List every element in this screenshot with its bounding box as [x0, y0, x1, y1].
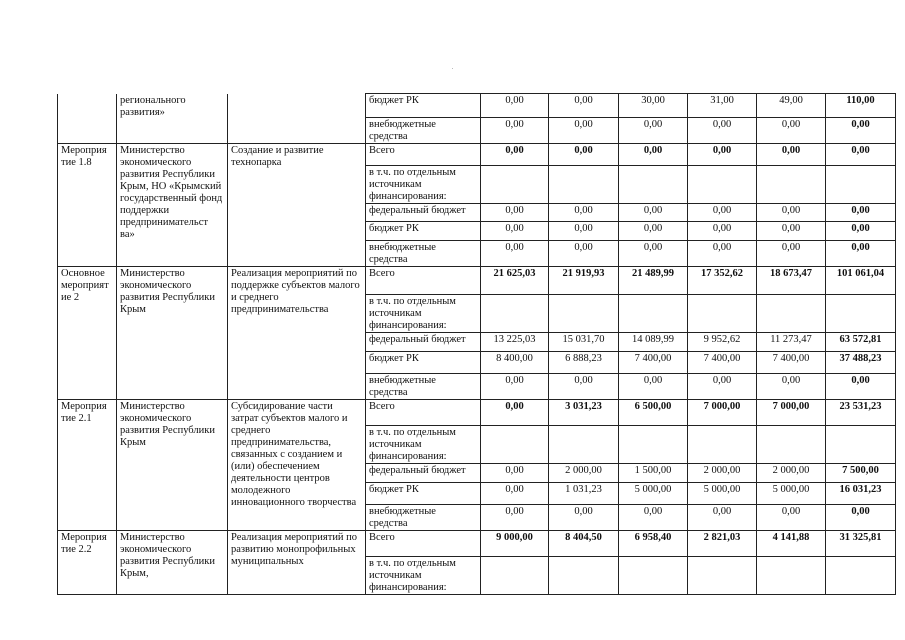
year-value-cell: 2 000,00 [688, 464, 757, 483]
year-value-cell: 1 500,00 [619, 464, 688, 483]
year-value-cell: 0,00 [757, 241, 826, 267]
year-value-cell: 21 625,03 [481, 267, 549, 295]
year-value-cell [549, 426, 619, 464]
total-value-cell: 0,00 [826, 222, 896, 241]
funding-source-cell: внебюджетные средства [366, 241, 481, 267]
year-value-cell: 0,00 [688, 374, 757, 400]
year-value-cell [619, 295, 688, 333]
year-value-cell: 0,00 [481, 204, 549, 222]
year-value-cell: 6 958,40 [619, 531, 688, 557]
year-value-cell: 2 000,00 [549, 464, 619, 483]
table-row [58, 144, 896, 166]
year-value-cell: 7 400,00 [688, 352, 757, 374]
year-value-cell: 0,00 [549, 374, 619, 400]
total-value-cell: 0,00 [826, 374, 896, 400]
funding-source-cell: в т.ч. по отдельным источникам финансирования: [366, 295, 481, 333]
total-value-cell: 23 531,23 [826, 400, 896, 426]
funding-source-cell: федеральный бюджет [366, 333, 481, 352]
year-value-cell: 21 489,99 [619, 267, 688, 295]
total-value-cell: 7 500,00 [826, 464, 896, 483]
funding-source-cell: внебюджетные средства [366, 118, 481, 144]
funding-source-cell: в т.ч. по отдельным источникам финансирования: [366, 426, 481, 464]
total-value-cell [826, 557, 896, 595]
executor-cell: регионального развития» [117, 94, 228, 144]
year-value-cell: 0,00 [757, 144, 826, 166]
year-value-cell [688, 426, 757, 464]
measure-name-cell: Реализация мероприятий по поддержке субъектов малого и среднего предпринимательства [228, 267, 366, 400]
year-value-cell: 15 031,70 [549, 333, 619, 352]
year-value-cell [688, 557, 757, 595]
total-value-cell: 110,00 [826, 94, 896, 118]
year-value-cell [481, 426, 549, 464]
year-value-cell: 9 000,00 [481, 531, 549, 557]
year-value-cell: 0,00 [688, 204, 757, 222]
year-value-cell: 0,00 [481, 118, 549, 144]
total-value-cell: 31 325,81 [826, 531, 896, 557]
year-value-cell [757, 557, 826, 595]
total-value-cell: 0,00 [826, 241, 896, 267]
total-value-cell: 63 572,81 [826, 333, 896, 352]
total-value-cell: 16 031,23 [826, 483, 896, 505]
measure-name-cell: Реализация мероприятий по развитию монопрофильных муниципальных [228, 531, 366, 595]
year-value-cell: 0,00 [619, 204, 688, 222]
funding-source-cell: бюджет РК [366, 222, 481, 241]
scan-speck [452, 68, 453, 69]
year-value-cell: 8 400,00 [481, 352, 549, 374]
year-value-cell: 5 000,00 [757, 483, 826, 505]
year-value-cell: 0,00 [688, 241, 757, 267]
year-value-cell: 7 400,00 [619, 352, 688, 374]
activity-cell: Мероприя тие 2.2 [58, 531, 117, 595]
funding-source-cell: Всего [366, 267, 481, 295]
funding-source-cell: в т.ч. по отдельным источникам финансирования: [366, 166, 481, 204]
total-value-cell: 37 488,23 [826, 352, 896, 374]
year-value-cell: 0,00 [549, 222, 619, 241]
year-value-cell [549, 295, 619, 333]
year-value-cell: 0,00 [757, 374, 826, 400]
total-value-cell: 0,00 [826, 505, 896, 531]
year-value-cell: 0,00 [688, 144, 757, 166]
executor-cell: Министерство экономического развития Республики Крым [117, 400, 228, 531]
year-value-cell [619, 557, 688, 595]
funding-source-cell: Всего [366, 400, 481, 426]
total-value-cell: 0,00 [826, 144, 896, 166]
year-value-cell [549, 166, 619, 204]
year-value-cell [481, 295, 549, 333]
activity-cell [58, 94, 117, 144]
year-value-cell: 0,00 [549, 118, 619, 144]
table-body [58, 94, 896, 595]
year-value-cell: 0,00 [619, 118, 688, 144]
funding-source-cell: Всего [366, 144, 481, 166]
year-value-cell: 0,00 [757, 204, 826, 222]
year-value-cell [619, 426, 688, 464]
year-value-cell [688, 295, 757, 333]
year-value-cell: 0,00 [481, 144, 549, 166]
funding-source-cell: Всего [366, 531, 481, 557]
measure-name-cell: Создание и развитие технопарка [228, 144, 366, 267]
executor-cell: Министерство экономического развития Республики Крым, НО «Крымский государственный фонд поддержки предпринимательст ва» [117, 144, 228, 267]
year-value-cell: 0,00 [549, 241, 619, 267]
funding-source-cell: внебюджетные средства [366, 505, 481, 531]
year-value-cell: 0,00 [549, 144, 619, 166]
year-value-cell: 8 404,50 [549, 531, 619, 557]
year-value-cell: 5 000,00 [619, 483, 688, 505]
year-value-cell: 21 919,93 [549, 267, 619, 295]
funding-source-cell: федеральный бюджет [366, 204, 481, 222]
funding-source-cell: бюджет РК [366, 483, 481, 505]
table-row [58, 531, 896, 557]
year-value-cell: 7 000,00 [688, 400, 757, 426]
year-value-cell: 0,00 [481, 483, 549, 505]
year-value-cell: 9 952,62 [688, 333, 757, 352]
year-value-cell: 7 400,00 [757, 352, 826, 374]
year-value-cell: 0,00 [481, 94, 549, 118]
year-value-cell: 0,00 [481, 222, 549, 241]
total-value-cell: 0,00 [826, 118, 896, 144]
year-value-cell: 0,00 [619, 144, 688, 166]
year-value-cell [757, 166, 826, 204]
year-value-cell: 0,00 [757, 505, 826, 531]
funding-source-cell: бюджет РК [366, 352, 481, 374]
total-value-cell: 0,00 [826, 204, 896, 222]
year-value-cell: 18 673,47 [757, 267, 826, 295]
year-value-cell: 5 000,00 [688, 483, 757, 505]
table-row [58, 400, 896, 426]
year-value-cell: 0,00 [619, 241, 688, 267]
funding-source-cell: в т.ч. по отдельным источникам финансирования: [366, 557, 481, 595]
year-value-cell: 0,00 [549, 505, 619, 531]
year-value-cell: 13 225,03 [481, 333, 549, 352]
year-value-cell: 2 821,03 [688, 531, 757, 557]
year-value-cell: 7 000,00 [757, 400, 826, 426]
activity-cell: Мероприя тие 1.8 [58, 144, 117, 267]
year-value-cell [619, 166, 688, 204]
total-value-cell [826, 426, 896, 464]
year-value-cell: 0,00 [757, 118, 826, 144]
year-value-cell [481, 166, 549, 204]
budget-table [57, 93, 896, 595]
year-value-cell: 0,00 [757, 222, 826, 241]
year-value-cell: 6 500,00 [619, 400, 688, 426]
year-value-cell: 11 273,47 [757, 333, 826, 352]
table-row [58, 267, 896, 295]
year-value-cell: 0,00 [481, 505, 549, 531]
year-value-cell: 0,00 [549, 94, 619, 118]
total-value-cell [826, 295, 896, 333]
year-value-cell: 3 031,23 [549, 400, 619, 426]
year-value-cell: 49,00 [757, 94, 826, 118]
table-row [58, 94, 896, 118]
executor-cell: Министерство экономического развития Республики Крым [117, 267, 228, 400]
year-value-cell [688, 166, 757, 204]
year-value-cell: 0,00 [688, 118, 757, 144]
year-value-cell: 14 089,99 [619, 333, 688, 352]
measure-name-cell: Субсидирование части затрат субъектов малого и среднего предпринимательства, связанных с созданием и (или) обеспечением деятельности центров молодежного инновационного творчества [228, 400, 366, 531]
executor-cell: Министерство экономического развития Республики Крым, [117, 531, 228, 595]
year-value-cell: 0,00 [481, 400, 549, 426]
year-value-cell: 0,00 [481, 241, 549, 267]
total-value-cell: 101 061,04 [826, 267, 896, 295]
measure-name-cell [228, 94, 366, 144]
funding-source-cell: внебюджетные средства [366, 374, 481, 400]
year-value-cell: 0,00 [619, 505, 688, 531]
year-value-cell: 2 000,00 [757, 464, 826, 483]
year-value-cell: 17 352,62 [688, 267, 757, 295]
year-value-cell: 0,00 [481, 374, 549, 400]
total-value-cell [826, 166, 896, 204]
year-value-cell: 1 031,23 [549, 483, 619, 505]
year-value-cell: 30,00 [619, 94, 688, 118]
year-value-cell: 0,00 [688, 222, 757, 241]
funding-source-cell: федеральный бюджет [366, 464, 481, 483]
year-value-cell: 31,00 [688, 94, 757, 118]
activity-cell: Мероприя тие 2.1 [58, 400, 117, 531]
year-value-cell: 0,00 [688, 505, 757, 531]
year-value-cell: 0,00 [549, 204, 619, 222]
year-value-cell [757, 426, 826, 464]
activity-cell: Основное мероприят ие 2 [58, 267, 117, 400]
year-value-cell: 4 141,88 [757, 531, 826, 557]
year-value-cell [549, 557, 619, 595]
year-value-cell: 0,00 [619, 222, 688, 241]
funding-source-cell: бюджет РК [366, 94, 481, 118]
year-value-cell [757, 295, 826, 333]
year-value-cell [481, 557, 549, 595]
year-value-cell: 0,00 [619, 374, 688, 400]
year-value-cell: 0,00 [481, 464, 549, 483]
year-value-cell: 6 888,23 [549, 352, 619, 374]
